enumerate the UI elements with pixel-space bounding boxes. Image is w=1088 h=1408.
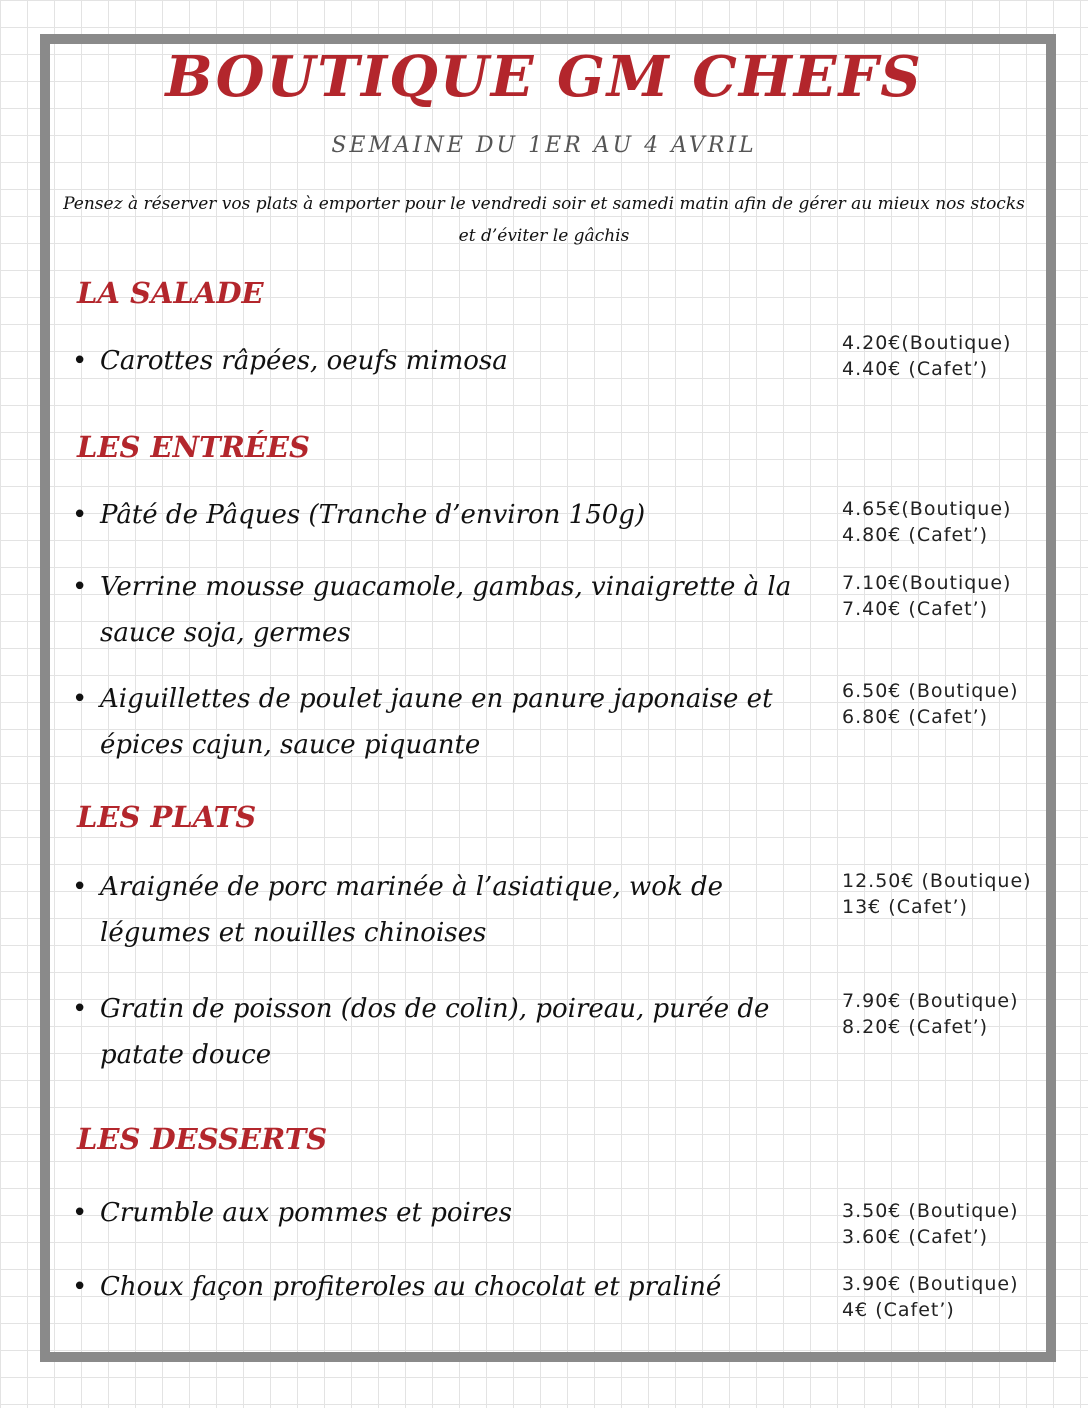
bullet-icon: • <box>72 572 88 602</box>
item-price <box>842 1271 1042 1323</box>
price-boutique: 3.90€ (Boutique) <box>842 1273 1019 1295</box>
price-boutique: 12.50€ (Boutique) <box>842 870 1032 892</box>
bullet-icon: • <box>72 1198 88 1228</box>
week-subtitle: SEMAINE DU 1ER AU 4 AVRIL <box>331 133 757 158</box>
item-name: Pâté de Pâques (Tranche d’environ 150g) <box>100 500 646 530</box>
price-boutique: 3.50€ (Boutique) <box>842 1200 1019 1222</box>
price-cafet: 7.40€ (Cafet’) <box>842 598 989 620</box>
price-boutique: 4.20€(Boutique) <box>842 332 1012 354</box>
price-boutique: 7.10€(Boutique) <box>842 572 1012 594</box>
page-title: BOUTIQUE GM CHEFS <box>165 44 923 110</box>
item-name: Crumble aux pommes et poires <box>100 1198 512 1228</box>
menu-item <box>72 492 802 538</box>
item-price <box>842 570 1042 622</box>
section-title-plats: LES PLATS <box>77 800 257 834</box>
price-cafet: 8.20€ (Cafet’) <box>842 1016 989 1038</box>
bullet-icon: • <box>72 500 88 530</box>
menu-item <box>72 1264 802 1310</box>
item-price <box>842 1198 1042 1250</box>
section-title-salade: LA SALADE <box>77 276 264 310</box>
item-name: Verrine mousse guacamole, gambas, vinaigrette à la sauce soja, germes <box>100 572 792 648</box>
bullet-icon: • <box>72 346 88 376</box>
price-boutique: 7.90€ (Boutique) <box>842 990 1019 1012</box>
price-cafet: 4.80€ (Cafet’) <box>842 524 989 546</box>
item-price <box>842 330 1042 382</box>
item-price <box>842 868 1042 920</box>
item-name: Araignée de porc marinée à l’asiatique, wok de légumes et nouilles chinoises <box>100 872 724 948</box>
bullet-icon: • <box>72 994 88 1024</box>
bullet-icon: • <box>72 1272 88 1302</box>
menu-item <box>72 986 802 1078</box>
price-cafet: 4.40€ (Cafet’) <box>842 358 989 380</box>
price-cafet: 4€ (Cafet’) <box>842 1299 955 1321</box>
menu-item <box>72 338 802 384</box>
menu-item <box>72 1190 802 1236</box>
price-cafet: 13€ (Cafet’) <box>842 896 968 918</box>
bullet-icon: • <box>72 872 88 902</box>
price-boutique: 6.50€ (Boutique) <box>842 680 1019 702</box>
section-title-entrees: LES ENTRÉES <box>77 430 310 464</box>
menu-item <box>72 864 802 956</box>
price-cafet: 6.80€ (Cafet’) <box>842 706 989 728</box>
price-cafet: 3.60€ (Cafet’) <box>842 1226 989 1248</box>
bullet-icon: • <box>72 684 88 714</box>
item-name: Aiguillettes de poulet jaune en panure japonaise et épices cajun, sauce piquante <box>100 684 773 760</box>
reservation-notice: Pensez à réserver vos plats à emporter pour le vendredi soir et samedi matin afin de gérer au mieux nos stocks et d’éviter le gâchis <box>63 194 1025 246</box>
item-name: Choux façon profiteroles au chocolat et praliné <box>100 1272 722 1302</box>
item-price <box>842 496 1042 548</box>
item-name: Carottes râpées, oeufs mimosa <box>100 346 508 376</box>
item-price <box>842 678 1042 730</box>
item-price <box>842 988 1042 1040</box>
section-title-desserts: LES DESSERTS <box>77 1122 328 1156</box>
item-name: Gratin de poisson (dos de colin), poireau, purée de patate douce <box>100 994 770 1070</box>
menu-item <box>72 676 802 768</box>
price-boutique: 4.65€(Boutique) <box>842 498 1012 520</box>
menu-item <box>72 564 802 656</box>
